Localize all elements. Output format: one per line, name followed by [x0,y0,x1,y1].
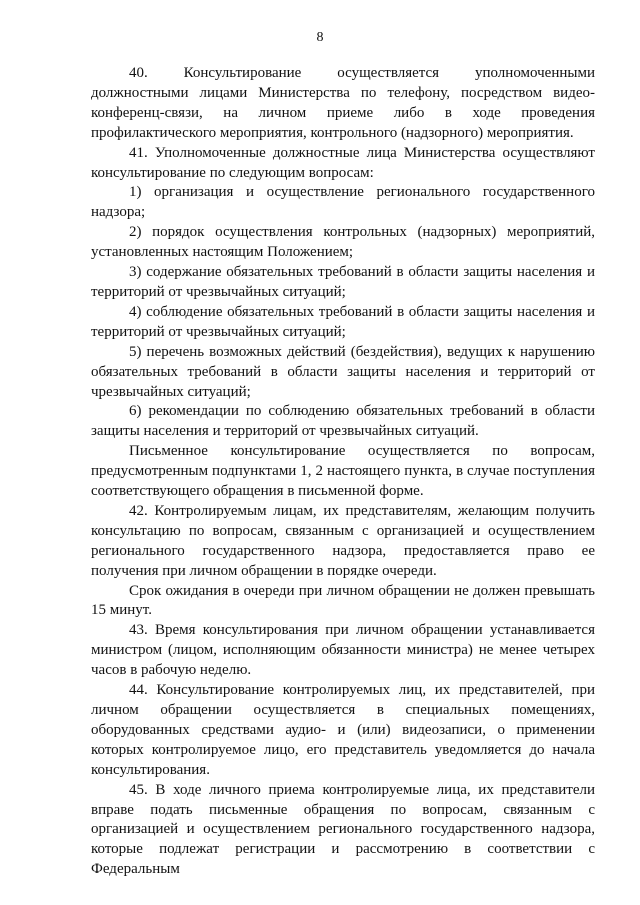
item-1: 1) организация и осуществление регионального государственного надзора; [91,184,595,221]
item-3: 3) содержание обязательных требований в области защиты населения и территорий от чрезвычайных ситуаций; [91,264,595,300]
paragraph-45: 45. В ходе личного приема контролируемые лица, их представители вправе подать письменные обращения по вопросам, связанным с организацией и осуществлением регионального государственного надзора, которые подлежат регистрации и рассмотрению в соответствии с Федеральным [91,781,595,878]
paragraph-43: 43. Время консультирования при личном обращении устанавливается министром (лицом, исполняющим обязанности министра) не менее четырех часов в рабочую неделю. [91,622,595,679]
item-6: 6) рекомендации по соблюдению обязательных требований в области защиты населения и территорий от чрезвычайных ситуаций. [91,403,595,440]
waiting-time-paragraph: Срок ожидания в очереди при личном обращении не должен превышать 15 минут. [91,582,595,619]
item-5: 5) перечень возможных действий (бездействия), ведущих к нарушению обязательных требований в области защиты населения и территорий от чрезвычайных ситуаций; [91,343,595,400]
paragraph-44: 44. Консультирование контролируемых лиц, их представителей, при личном обращении осуществляется в специальных помещениях, оборудованных средствами аудио- и (или) видеозаписи, о применении которых контролируемое лицо, его представитель уведомляется до начала консультирования. [91,682,595,778]
item-2: 2) порядок осуществления контрольных (надзорных) мероприятий, установленных настоящим Положением; [91,224,595,261]
written-consultation-paragraph: Письменное консультирование осуществляется по вопросам, предусмотренным подпунктами 1, 2 настоящего пункта, в случае поступления соответствующего обращения в письменной форме. [91,443,595,500]
paragraph-40: 40. Консультирование осуществляется уполномоченными должностными лицами Министерства по телефону, посредством видео-конференц-связи, на личном приеме либо в ходе проведения профилактического мероприятия, контрольного (надзорного) мероприятия. [91,65,595,141]
paragraph-42: 42. Контролируемым лицам, их представителям, желающим получить консультацию по вопросам, связанным с организацией и осуществлением регионального государственного надзора, предоставляется право ее получения при личном обращении в порядке очереди. [91,502,595,579]
item-4: 4) соблюдение обязательных требований в области защиты населения и территорий от чрезвычайных ситуаций; [91,303,595,340]
page-number: 8 [316,30,324,45]
document-body [91,64,595,880]
paragraph-41: 41. Уполномоченные должностные лица Министерства осуществляют консультирование по следующим вопросам: [91,144,595,181]
